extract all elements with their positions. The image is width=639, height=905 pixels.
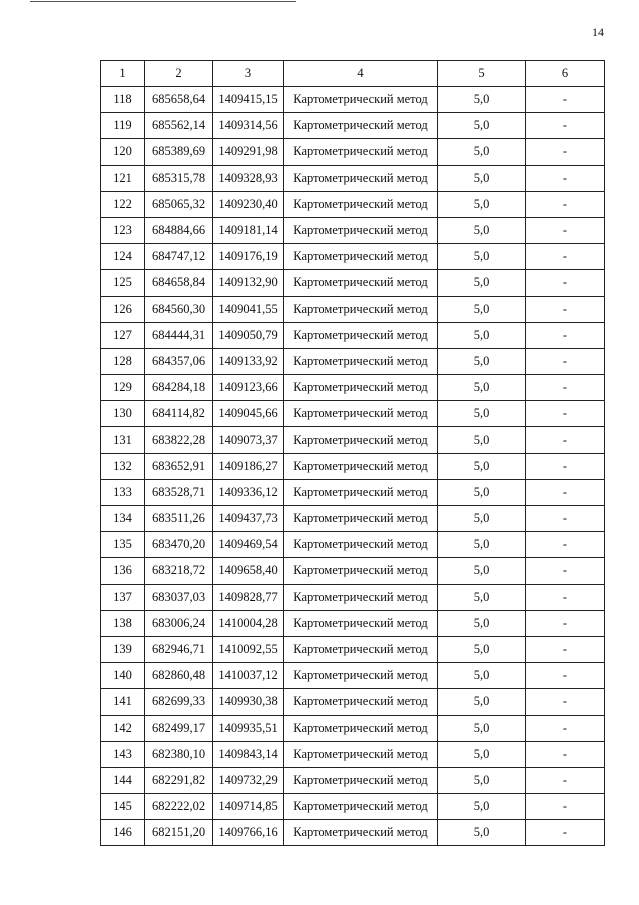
point-number-cell: 142 bbox=[101, 715, 145, 741]
note-cell: - bbox=[526, 610, 605, 636]
accuracy-cell: 5,0 bbox=[438, 479, 526, 505]
point-number-cell: 120 bbox=[101, 139, 145, 165]
point-number-cell: 134 bbox=[101, 506, 145, 532]
accuracy-cell: 5,0 bbox=[438, 296, 526, 322]
table-row bbox=[101, 375, 605, 401]
x-coordinate-cell: 685315,78 bbox=[145, 165, 213, 191]
point-number-cell: 139 bbox=[101, 636, 145, 662]
table-row bbox=[101, 453, 605, 479]
method-cell: Картометрический метод bbox=[284, 348, 438, 374]
y-coordinate-cell: 1409843,14 bbox=[213, 741, 284, 767]
method-cell: Картометрический метод bbox=[284, 820, 438, 846]
method-cell: Картометрический метод bbox=[284, 401, 438, 427]
y-coordinate-cell: 1409073,37 bbox=[213, 427, 284, 453]
note-cell: - bbox=[526, 820, 605, 846]
point-number-cell: 141 bbox=[101, 689, 145, 715]
note-cell: - bbox=[526, 794, 605, 820]
accuracy-cell: 5,0 bbox=[438, 453, 526, 479]
table-row bbox=[101, 610, 605, 636]
x-coordinate-cell: 682291,82 bbox=[145, 767, 213, 793]
table-row bbox=[101, 87, 605, 113]
column-header: 1 bbox=[101, 61, 145, 87]
accuracy-cell: 5,0 bbox=[438, 87, 526, 113]
page-number: 14 bbox=[592, 25, 604, 39]
note-cell: - bbox=[526, 479, 605, 505]
x-coordinate-cell: 684114,82 bbox=[145, 401, 213, 427]
note-cell: - bbox=[526, 636, 605, 662]
note-cell: - bbox=[526, 113, 605, 139]
table-row bbox=[101, 479, 605, 505]
note-cell: - bbox=[526, 663, 605, 689]
x-coordinate-cell: 684747,12 bbox=[145, 244, 213, 270]
note-cell: - bbox=[526, 322, 605, 348]
point-number-cell: 122 bbox=[101, 191, 145, 217]
x-coordinate-cell: 682499,17 bbox=[145, 715, 213, 741]
accuracy-cell: 5,0 bbox=[438, 715, 526, 741]
method-cell: Картометрический метод bbox=[284, 584, 438, 610]
x-coordinate-cell: 682222,02 bbox=[145, 794, 213, 820]
point-number-cell: 127 bbox=[101, 322, 145, 348]
x-coordinate-cell: 683511,26 bbox=[145, 506, 213, 532]
table-row bbox=[101, 636, 605, 662]
y-coordinate-cell: 1409132,90 bbox=[213, 270, 284, 296]
note-cell: - bbox=[526, 427, 605, 453]
y-coordinate-cell: 1409181,14 bbox=[213, 217, 284, 243]
x-coordinate-cell: 684560,30 bbox=[145, 296, 213, 322]
method-cell: Картометрический метод bbox=[284, 270, 438, 296]
y-coordinate-cell: 1409123,66 bbox=[213, 375, 284, 401]
y-coordinate-cell: 1409930,38 bbox=[213, 689, 284, 715]
x-coordinate-cell: 683037,03 bbox=[145, 584, 213, 610]
point-number-cell: 121 bbox=[101, 165, 145, 191]
y-coordinate-cell: 1409437,73 bbox=[213, 506, 284, 532]
x-coordinate-cell: 682946,71 bbox=[145, 636, 213, 662]
point-number-cell: 135 bbox=[101, 532, 145, 558]
note-cell: - bbox=[526, 767, 605, 793]
y-coordinate-cell: 1410092,55 bbox=[213, 636, 284, 662]
column-header: 6 bbox=[526, 61, 605, 87]
method-cell: Картометрический метод bbox=[284, 87, 438, 113]
method-cell: Картометрический метод bbox=[284, 741, 438, 767]
table-row bbox=[101, 558, 605, 584]
y-coordinate-cell: 1409935,51 bbox=[213, 715, 284, 741]
y-coordinate-cell: 1409328,93 bbox=[213, 165, 284, 191]
method-cell: Картометрический метод bbox=[284, 506, 438, 532]
table-row bbox=[101, 113, 605, 139]
y-coordinate-cell: 1409050,79 bbox=[213, 322, 284, 348]
x-coordinate-cell: 683822,28 bbox=[145, 427, 213, 453]
method-cell: Картометрический метод bbox=[284, 636, 438, 662]
accuracy-cell: 5,0 bbox=[438, 139, 526, 165]
y-coordinate-cell: 1409186,27 bbox=[213, 453, 284, 479]
accuracy-cell: 5,0 bbox=[438, 322, 526, 348]
method-cell: Картометрический метод bbox=[284, 715, 438, 741]
point-number-cell: 125 bbox=[101, 270, 145, 296]
top-rule bbox=[30, 1, 296, 2]
accuracy-cell: 5,0 bbox=[438, 427, 526, 453]
table-row bbox=[101, 506, 605, 532]
y-coordinate-cell: 1409766,16 bbox=[213, 820, 284, 846]
x-coordinate-cell: 682860,48 bbox=[145, 663, 213, 689]
y-coordinate-cell: 1410037,12 bbox=[213, 663, 284, 689]
point-number-cell: 131 bbox=[101, 427, 145, 453]
note-cell: - bbox=[526, 689, 605, 715]
column-header: 5 bbox=[438, 61, 526, 87]
accuracy-cell: 5,0 bbox=[438, 217, 526, 243]
accuracy-cell: 5,0 bbox=[438, 270, 526, 296]
y-coordinate-cell: 1409041,55 bbox=[213, 296, 284, 322]
x-coordinate-cell: 684444,31 bbox=[145, 322, 213, 348]
note-cell: - bbox=[526, 401, 605, 427]
x-coordinate-cell: 682699,33 bbox=[145, 689, 213, 715]
column-header: 4 bbox=[284, 61, 438, 87]
method-cell: Картометрический метод bbox=[284, 375, 438, 401]
y-coordinate-cell: 1409314,56 bbox=[213, 113, 284, 139]
accuracy-cell: 5,0 bbox=[438, 348, 526, 374]
x-coordinate-cell: 682151,20 bbox=[145, 820, 213, 846]
point-number-cell: 126 bbox=[101, 296, 145, 322]
y-coordinate-cell: 1409291,98 bbox=[213, 139, 284, 165]
y-coordinate-cell: 1409732,29 bbox=[213, 767, 284, 793]
coordinates-table bbox=[100, 60, 605, 846]
table-row bbox=[101, 715, 605, 741]
note-cell: - bbox=[526, 296, 605, 322]
table-row bbox=[101, 767, 605, 793]
column-header: 2 bbox=[145, 61, 213, 87]
accuracy-cell: 5,0 bbox=[438, 532, 526, 558]
y-coordinate-cell: 1409469,54 bbox=[213, 532, 284, 558]
table-row bbox=[101, 244, 605, 270]
note-cell: - bbox=[526, 217, 605, 243]
x-coordinate-cell: 685562,14 bbox=[145, 113, 213, 139]
table-row bbox=[101, 794, 605, 820]
accuracy-cell: 5,0 bbox=[438, 610, 526, 636]
accuracy-cell: 5,0 bbox=[438, 191, 526, 217]
note-cell: - bbox=[526, 87, 605, 113]
point-number-cell: 129 bbox=[101, 375, 145, 401]
table-row bbox=[101, 584, 605, 610]
note-cell: - bbox=[526, 165, 605, 191]
method-cell: Картометрический метод bbox=[284, 794, 438, 820]
method-cell: Картометрический метод bbox=[284, 217, 438, 243]
table-row bbox=[101, 689, 605, 715]
method-cell: Картометрический метод bbox=[284, 767, 438, 793]
accuracy-cell: 5,0 bbox=[438, 794, 526, 820]
table-body bbox=[101, 87, 605, 846]
note-cell: - bbox=[526, 558, 605, 584]
method-cell: Картометрический метод bbox=[284, 244, 438, 270]
accuracy-cell: 5,0 bbox=[438, 558, 526, 584]
y-coordinate-cell: 1409176,19 bbox=[213, 244, 284, 270]
table-row bbox=[101, 322, 605, 348]
method-cell: Картометрический метод bbox=[284, 479, 438, 505]
table-row bbox=[101, 217, 605, 243]
point-number-cell: 140 bbox=[101, 663, 145, 689]
accuracy-cell: 5,0 bbox=[438, 244, 526, 270]
accuracy-cell: 5,0 bbox=[438, 741, 526, 767]
y-coordinate-cell: 1409658,40 bbox=[213, 558, 284, 584]
point-number-cell: 133 bbox=[101, 479, 145, 505]
accuracy-cell: 5,0 bbox=[438, 113, 526, 139]
x-coordinate-cell: 684357,06 bbox=[145, 348, 213, 374]
accuracy-cell: 5,0 bbox=[438, 636, 526, 662]
point-number-cell: 146 bbox=[101, 820, 145, 846]
point-number-cell: 118 bbox=[101, 87, 145, 113]
table-row bbox=[101, 820, 605, 846]
method-cell: Картометрический метод bbox=[284, 532, 438, 558]
y-coordinate-cell: 1409415,15 bbox=[213, 87, 284, 113]
x-coordinate-cell: 682380,10 bbox=[145, 741, 213, 767]
note-cell: - bbox=[526, 191, 605, 217]
point-number-cell: 130 bbox=[101, 401, 145, 427]
accuracy-cell: 5,0 bbox=[438, 584, 526, 610]
method-cell: Картометрический метод bbox=[284, 689, 438, 715]
accuracy-cell: 5,0 bbox=[438, 689, 526, 715]
accuracy-cell: 5,0 bbox=[438, 663, 526, 689]
x-coordinate-cell: 685658,64 bbox=[145, 87, 213, 113]
x-coordinate-cell: 683528,71 bbox=[145, 479, 213, 505]
table-header-row bbox=[101, 61, 605, 87]
x-coordinate-cell: 685389,69 bbox=[145, 139, 213, 165]
note-cell: - bbox=[526, 584, 605, 610]
point-number-cell: 145 bbox=[101, 794, 145, 820]
x-coordinate-cell: 685065,32 bbox=[145, 191, 213, 217]
y-coordinate-cell: 1409230,40 bbox=[213, 191, 284, 217]
point-number-cell: 132 bbox=[101, 453, 145, 479]
x-coordinate-cell: 683470,20 bbox=[145, 532, 213, 558]
table-row bbox=[101, 191, 605, 217]
point-number-cell: 136 bbox=[101, 558, 145, 584]
table-row bbox=[101, 401, 605, 427]
point-number-cell: 144 bbox=[101, 767, 145, 793]
y-coordinate-cell: 1409133,92 bbox=[213, 348, 284, 374]
accuracy-cell: 5,0 bbox=[438, 506, 526, 532]
accuracy-cell: 5,0 bbox=[438, 767, 526, 793]
note-cell: - bbox=[526, 741, 605, 767]
point-number-cell: 123 bbox=[101, 217, 145, 243]
x-coordinate-cell: 683652,91 bbox=[145, 453, 213, 479]
method-cell: Картометрический метод bbox=[284, 113, 438, 139]
note-cell: - bbox=[526, 139, 605, 165]
note-cell: - bbox=[526, 506, 605, 532]
method-cell: Картометрический метод bbox=[284, 663, 438, 689]
y-coordinate-cell: 1409045,66 bbox=[213, 401, 284, 427]
method-cell: Картометрический метод bbox=[284, 296, 438, 322]
note-cell: - bbox=[526, 715, 605, 741]
point-number-cell: 128 bbox=[101, 348, 145, 374]
accuracy-cell: 5,0 bbox=[438, 401, 526, 427]
method-cell: Картометрический метод bbox=[284, 165, 438, 191]
y-coordinate-cell: 1409714,85 bbox=[213, 794, 284, 820]
method-cell: Картометрический метод bbox=[284, 558, 438, 584]
note-cell: - bbox=[526, 375, 605, 401]
method-cell: Картометрический метод bbox=[284, 453, 438, 479]
table-row bbox=[101, 270, 605, 296]
point-number-cell: 138 bbox=[101, 610, 145, 636]
table-row bbox=[101, 741, 605, 767]
method-cell: Картометрический метод bbox=[284, 139, 438, 165]
table-row bbox=[101, 427, 605, 453]
table-row bbox=[101, 165, 605, 191]
x-coordinate-cell: 683006,24 bbox=[145, 610, 213, 636]
note-cell: - bbox=[526, 532, 605, 558]
column-header: 3 bbox=[213, 61, 284, 87]
point-number-cell: 137 bbox=[101, 584, 145, 610]
table-row bbox=[101, 663, 605, 689]
table-row bbox=[101, 296, 605, 322]
point-number-cell: 143 bbox=[101, 741, 145, 767]
method-cell: Картометрический метод bbox=[284, 610, 438, 636]
table-row bbox=[101, 139, 605, 165]
point-number-cell: 124 bbox=[101, 244, 145, 270]
x-coordinate-cell: 683218,72 bbox=[145, 558, 213, 584]
accuracy-cell: 5,0 bbox=[438, 165, 526, 191]
note-cell: - bbox=[526, 244, 605, 270]
x-coordinate-cell: 684884,66 bbox=[145, 217, 213, 243]
method-cell: Картометрический метод bbox=[284, 191, 438, 217]
y-coordinate-cell: 1410004,28 bbox=[213, 610, 284, 636]
table-row bbox=[101, 532, 605, 558]
note-cell: - bbox=[526, 348, 605, 374]
point-number-cell: 119 bbox=[101, 113, 145, 139]
y-coordinate-cell: 1409336,12 bbox=[213, 479, 284, 505]
note-cell: - bbox=[526, 453, 605, 479]
x-coordinate-cell: 684284,18 bbox=[145, 375, 213, 401]
method-cell: Картометрический метод bbox=[284, 427, 438, 453]
y-coordinate-cell: 1409828,77 bbox=[213, 584, 284, 610]
note-cell: - bbox=[526, 270, 605, 296]
table-row bbox=[101, 348, 605, 374]
accuracy-cell: 5,0 bbox=[438, 820, 526, 846]
accuracy-cell: 5,0 bbox=[438, 375, 526, 401]
x-coordinate-cell: 684658,84 bbox=[145, 270, 213, 296]
method-cell: Картометрический метод bbox=[284, 322, 438, 348]
